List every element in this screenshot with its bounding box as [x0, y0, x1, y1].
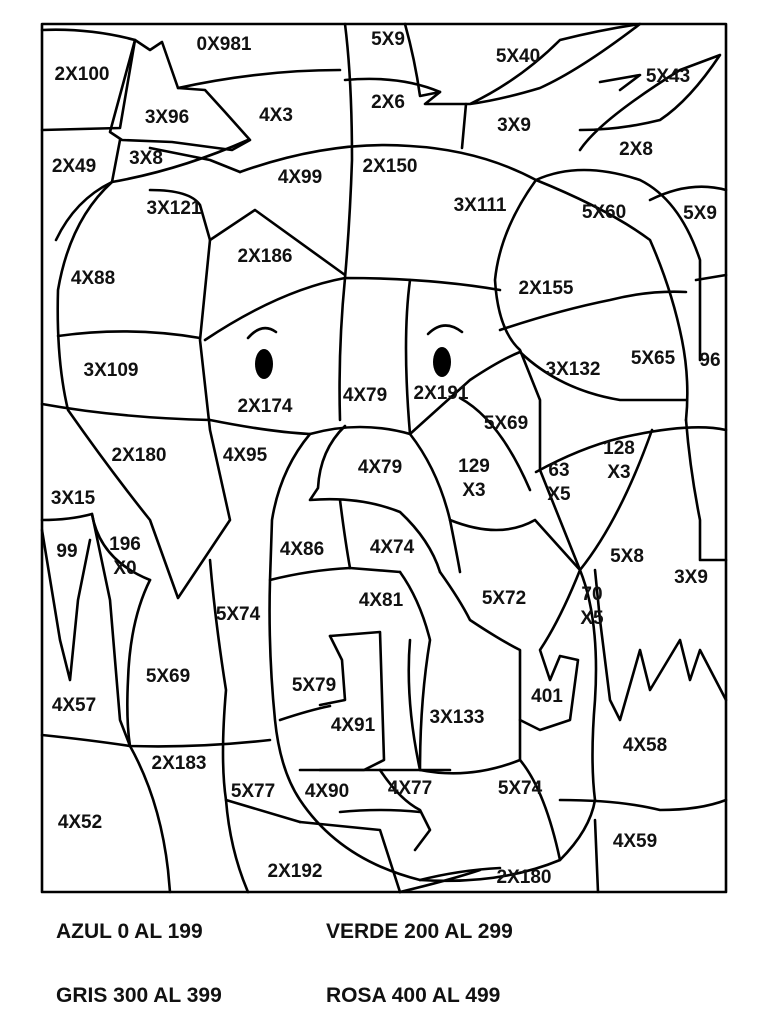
region-border: [345, 79, 440, 92]
region-label: 3X96: [144, 107, 190, 129]
region-label: 196: [109, 534, 141, 556]
region-border: [595, 570, 726, 720]
region-border: [600, 75, 640, 90]
region-label: 4X90: [304, 781, 350, 803]
region-border: [340, 810, 420, 812]
region-label: 4X95: [222, 445, 268, 467]
region-label: 2X6: [371, 92, 405, 114]
region-label: 3X133: [429, 707, 485, 729]
region-border: [58, 182, 230, 598]
region-label: 3X9: [674, 567, 708, 589]
region-border: [56, 140, 120, 240]
region-label: X5: [547, 484, 571, 506]
region-border: [127, 580, 150, 746]
region-label: 2X180: [496, 867, 552, 889]
region-border: [536, 170, 700, 360]
region-border: [686, 420, 726, 560]
region-border: [450, 520, 580, 570]
region-label: 4X74: [369, 537, 415, 559]
region-label: 3X9: [497, 115, 531, 137]
region-label: 99: [56, 541, 78, 563]
region-label: 2X186: [237, 246, 293, 268]
region-label: 4X77: [387, 778, 433, 800]
region-label: 5X69: [483, 413, 529, 435]
region-label: 5X40: [495, 46, 541, 68]
region-label: 0X981: [196, 34, 252, 56]
region-label: 4X88: [70, 268, 116, 290]
region-label: 2X180: [111, 445, 167, 467]
region-label: 2X191: [413, 383, 469, 405]
region-border: [226, 800, 300, 822]
region-label: 4X3: [259, 105, 293, 127]
region-label: 2X192: [267, 861, 323, 883]
region-label: 4X57: [51, 695, 97, 717]
legend-rosa: ROSA 400 AL 499: [326, 984, 501, 1007]
region-border: [178, 70, 340, 88]
region-label: 5X69: [145, 666, 191, 688]
region-border: [267, 580, 595, 883]
region-label: 4X79: [357, 457, 403, 479]
region-label: 4X86: [279, 539, 325, 561]
region-label: 3X8: [129, 148, 163, 170]
region-label: 5X43: [645, 66, 691, 88]
region-label: 128: [603, 438, 635, 460]
region-label: 5X9: [371, 29, 405, 51]
region-label: 2X155: [518, 278, 574, 300]
region-label: X5: [580, 608, 604, 630]
region-border: [42, 735, 270, 746]
region-label: 96: [699, 350, 721, 372]
region-label: 3X109: [83, 360, 139, 382]
region-label: X3: [462, 480, 486, 502]
region-border: [205, 278, 500, 340]
region-label: 5X74: [215, 604, 261, 626]
region-border: [595, 820, 598, 892]
region-label: 2X183: [151, 753, 207, 775]
region-label: 4X52: [57, 812, 103, 834]
elephant-eyes: [248, 325, 462, 379]
region-label: 4X58: [622, 735, 668, 757]
region-label: 3X121: [146, 198, 202, 220]
region-label: 2X174: [237, 396, 293, 418]
region-label: 4X81: [358, 590, 404, 612]
region-label: 5X74: [497, 778, 543, 800]
region-label: 2X100: [54, 64, 110, 86]
region-label: 2X8: [619, 139, 653, 161]
region-border: [58, 331, 200, 338]
region-label: 3X132: [545, 359, 601, 381]
region-border: [340, 500, 350, 568]
region-border: [560, 800, 726, 810]
region-label: 70: [581, 584, 603, 606]
region-label: 5X60: [581, 202, 627, 224]
region-label: 4X59: [612, 831, 658, 853]
region-border: [320, 632, 384, 770]
legend-azul: AZUL 0 AL 199: [56, 920, 203, 943]
right-eyebrow: [428, 325, 462, 334]
region-border: [280, 706, 330, 720]
region-border: [406, 280, 410, 434]
region-border: [345, 24, 352, 278]
region-label: 3X15: [50, 488, 96, 510]
legend-gris: GRIS 300 AL 399: [56, 984, 222, 1007]
region-border: [410, 434, 460, 572]
region-label: X0: [113, 558, 137, 580]
left-eye: [255, 349, 273, 379]
region-label: 2X49: [51, 156, 97, 178]
left-eyebrow: [248, 328, 276, 338]
region-label: 401: [531, 686, 563, 708]
region-label: X3: [607, 462, 631, 484]
region-label: 5X72: [481, 588, 527, 610]
region-border: [110, 40, 250, 150]
right-eye: [433, 347, 451, 377]
region-label: 4X79: [342, 385, 388, 407]
region-label: 63: [548, 460, 570, 482]
region-border: [520, 760, 560, 860]
region-label: 5X8: [610, 546, 644, 568]
region-border: [462, 104, 466, 148]
region-label: 4X99: [277, 167, 323, 189]
region-label: 3X111: [453, 195, 507, 217]
region-label: 5X9: [683, 203, 717, 225]
region-label: 4X91: [330, 715, 376, 737]
region-label: 2X150: [362, 156, 418, 178]
region-label: 129: [458, 456, 490, 478]
region-label: 5X77: [230, 781, 276, 803]
legend-verde: VERDE 200 AL 299: [326, 920, 513, 943]
region-label: 5X79: [291, 675, 337, 697]
region-label: 5X65: [630, 348, 676, 370]
